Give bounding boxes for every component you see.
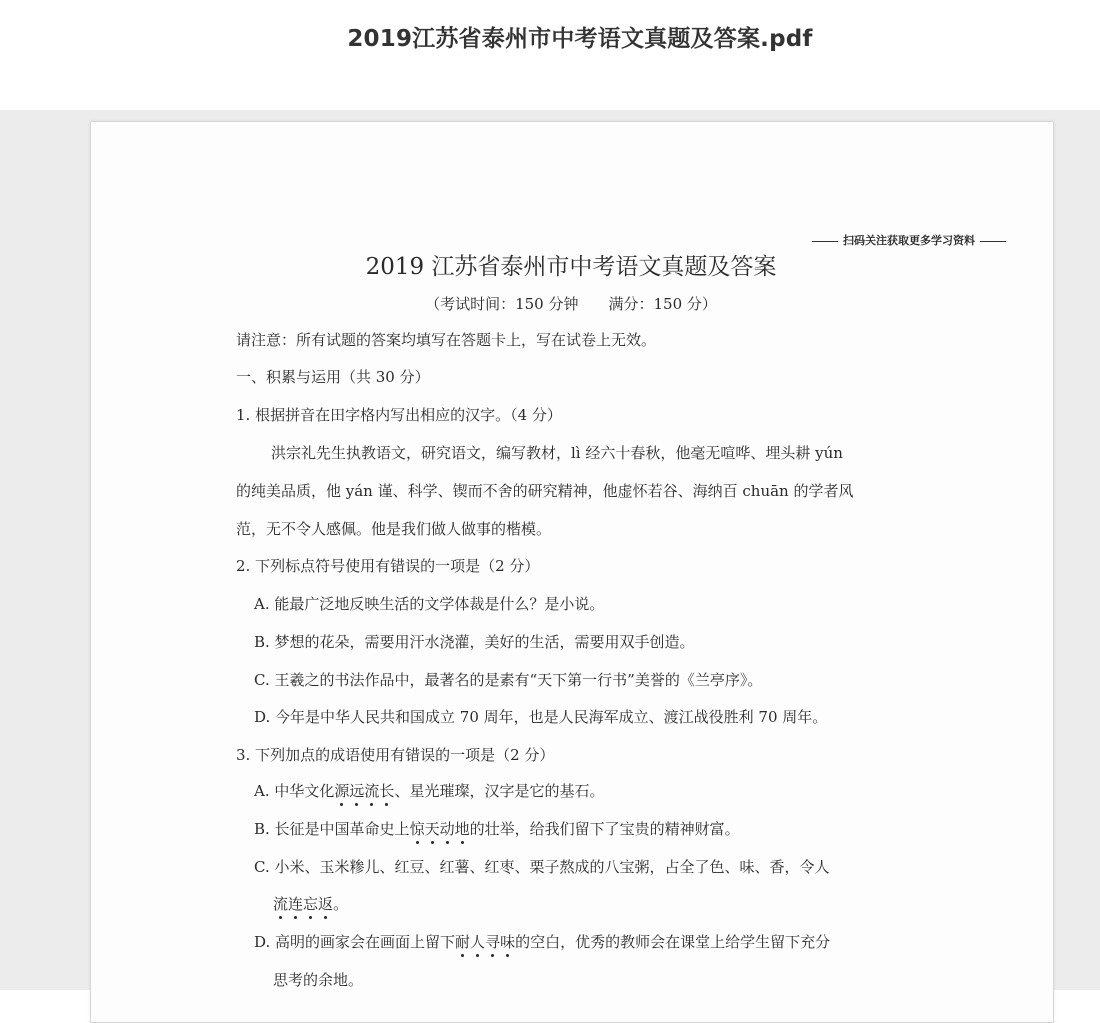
dotted-char: 忘 xyxy=(303,895,319,913)
dotted-char: 惊 xyxy=(409,820,425,838)
banner-dash-right xyxy=(980,241,1006,242)
question-1-para-line1: 洪宗礼先生执教语文，研究语文，编写教材，lì 经六十春秋，他毫无喧哗、埋头耕 yún xyxy=(271,444,843,462)
dotted-char: 味 xyxy=(500,933,516,951)
option-b-text-post: 的壮举，给我们留下了宝贵的精神财富。 xyxy=(469,820,740,838)
option-d-text-pre: D. 高明的画家会在画面上留下 xyxy=(254,933,456,951)
question-3-option-a xyxy=(254,781,604,801)
question-1-para-line2: 的纯美品质，他 yán 谨、科学、锲而不舍的研究精神，他虚怀若谷、海纳百 chuān 的学者风 xyxy=(236,482,854,500)
question-2-stem: 2. 下列标点符号使用有错误的一项是（2 分） xyxy=(236,557,540,575)
banner-dash-left xyxy=(812,241,838,242)
qr-banner xyxy=(807,232,1011,248)
dotted-char: 长 xyxy=(379,782,395,800)
question-3-option-c-line2 xyxy=(273,894,348,914)
dotted-char: 耐 xyxy=(455,933,471,951)
question-1-stem: 1. 根据拼音在田字格内写出相应的汉字。（4 分） xyxy=(236,406,562,424)
dotted-char: 地 xyxy=(454,820,470,838)
viewer-header xyxy=(0,0,1100,110)
question-3-option-c-line1: C. 小米、玉米糁儿、红豆、红薯、红枣、栗子熬成的八宝粥，占全了色、味、香，令人 xyxy=(254,858,830,876)
dotted-char: 流 xyxy=(364,782,380,800)
question-3-option-d-line2: 思考的余地。 xyxy=(273,971,364,989)
question-2-option-d: D. 今年是中华人民共和国成立 70 周年，也是人民海军成立、渡江战役胜利 70 周年。 xyxy=(254,708,828,726)
dotted-char: 连 xyxy=(288,895,304,913)
dotted-char: 天 xyxy=(424,820,440,838)
option-a-text-pre: A. 中华文化 xyxy=(254,782,335,800)
notice: 请注意：所有试题的答案均填写在答题卡上，写在试卷上无效。 xyxy=(236,331,657,349)
dotted-char: 远 xyxy=(349,782,365,800)
banner-text: 扫码关注获取更多学习资料 xyxy=(843,234,975,247)
question-2-option-b: B. 梦想的花朵，需要用汗水浇灌，美好的生活，需要用双手创造。 xyxy=(254,633,695,651)
dotted-char: 寻 xyxy=(485,933,501,951)
option-c-text-post: 。 xyxy=(333,895,349,913)
option-b-text-pre: B. 长征是中国革命史上 xyxy=(254,820,410,838)
dotted-char: 返 xyxy=(318,895,334,913)
question-3-stem: 3. 下列加点的成语使用有错误的一项是（2 分） xyxy=(236,746,555,764)
section-heading: 一、积累与运用（共 30 分） xyxy=(236,368,430,386)
question-1-para-line3: 范，无不令人感佩。他是我们做人做事的楷模。 xyxy=(236,520,552,538)
option-d-text-post: 的空白，优秀的教师会在课堂上给学生留下充分 xyxy=(515,933,831,951)
exam-title: 2019 江苏省泰州市中考语文真题及答案 xyxy=(365,254,777,280)
option-a-text-post: 、星光璀璨，汉字是它的基石。 xyxy=(394,782,605,800)
dotted-char: 源 xyxy=(334,782,350,800)
document-filename: 2019江苏省泰州市中考语文真题及答案.pdf xyxy=(347,26,813,52)
dotted-char: 流 xyxy=(273,895,289,913)
exam-subtitle: （考试时间：150 分钟 满分：150 分） xyxy=(425,295,717,313)
dotted-char: 动 xyxy=(439,820,455,838)
question-3-option-d-line1 xyxy=(254,932,830,952)
question-2-option-a: A. 能最广泛地反映生活的文学体裁是什么？是小说。 xyxy=(254,595,605,613)
question-3-option-b xyxy=(254,819,740,839)
question-2-option-c: C. 王羲之的书法作品中，最著名的是素有“天下第一行书”美誉的《兰亭序》。 xyxy=(254,671,763,689)
dotted-char: 人 xyxy=(470,933,486,951)
